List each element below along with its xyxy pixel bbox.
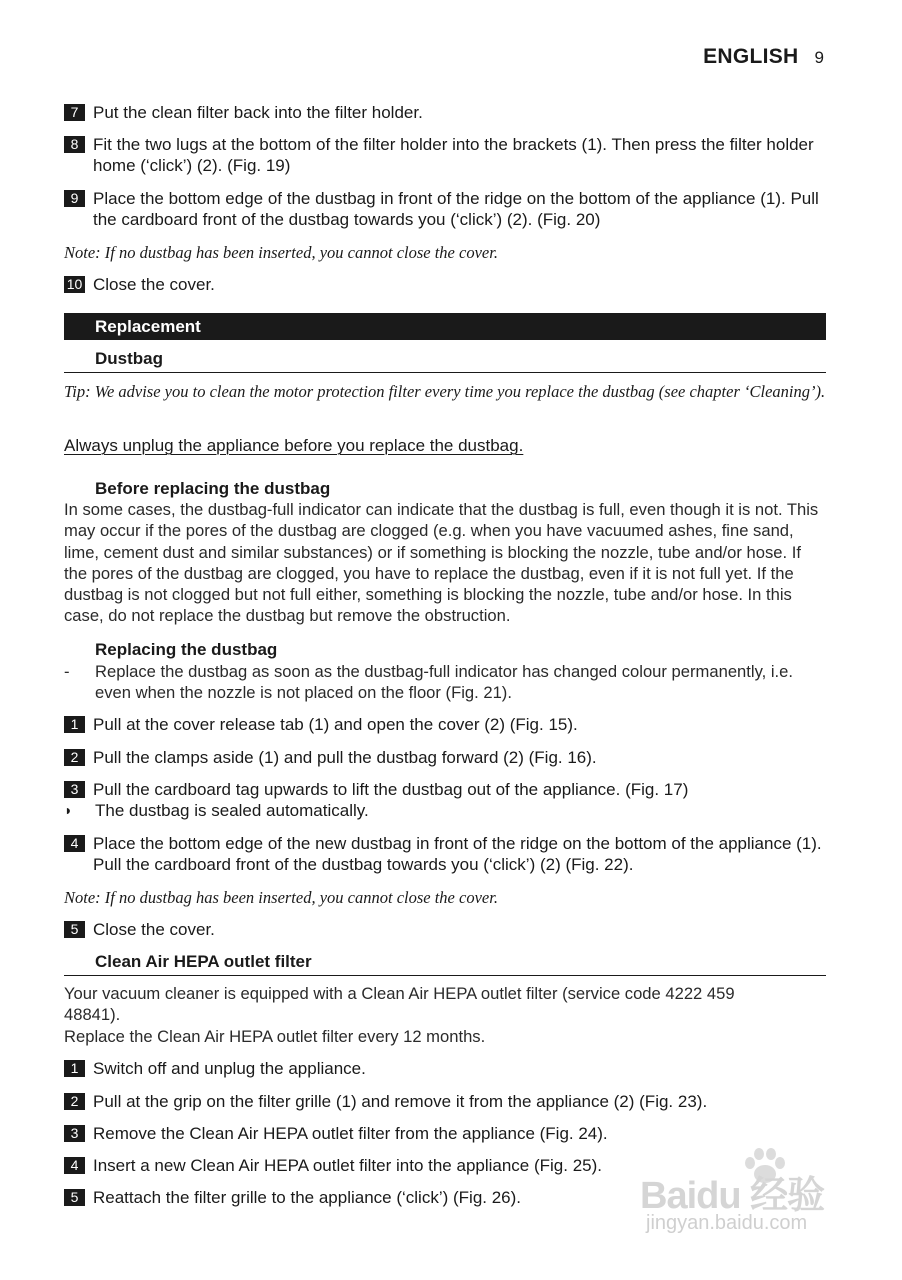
replace-step-5 <box>64 919 826 940</box>
step-text: Close the cover. <box>93 920 215 939</box>
page-header <box>703 45 824 69</box>
step-text: Fit the two lugs at the bottom of the filter holder into the brackets (1). Then press the filter holder home (‘click’) (2). (Fig. 19) <box>93 135 814 175</box>
step-number: 8 <box>64 136 85 153</box>
step-text: Insert a new Clean Air HEPA outlet filter into the appliance (Fig. 25). <box>93 1156 603 1175</box>
note-no-dustbag: Note: If no dustbag has been inserted, you cannot close the cover. <box>64 243 498 262</box>
watermark-url: jingyan.baidu.com <box>646 1212 808 1234</box>
step-text: Reattach the filter grille to the appliance (‘click’) (Fig. 26). <box>93 1188 522 1207</box>
bullet-text: Replace the dustbag as soon as the dustbag-full indicator has changed colour permanently, i.e. even when the nozzle is not placed on the floor (Fig. 21). <box>95 662 793 703</box>
before-replacing-paragraph: In some cases, the dustbag-full indicator can indicate that the dustbag is full, even though it is not. This may occur if the pores of the dustbag are clogged (e.g. when you have vacuumed ashes, fine sand, lime, cement dust and similar substances) or if something is blocking the nozzle, tube and/or hose. If the pores of the dustbag are clogged, you have to replace the dustbag, even if it is not full yet. If the dustbag is not clogged but not full either, something is blocking the nozzle, tube and/or hose. In this case, do not replace the dustbag but remove the obstruction. <box>64 500 819 626</box>
step-number: 3 <box>64 1125 85 1142</box>
step-7 <box>64 102 826 123</box>
result-arrow-icon: ◗ <box>64 802 73 818</box>
step-8 <box>64 134 826 176</box>
step-text: Remove the Clean Air HEPA outlet filter from the appliance (Fig. 24). <box>93 1124 608 1143</box>
subsection-title-hepa: Clean Air HEPA outlet filter <box>64 951 826 976</box>
step-text: Pull at the grip on the filter grille (1) and remove it from the appliance (2) (Fig. 23). <box>93 1092 708 1111</box>
warning-text: Always unplug the appliance before you replace the dustbag. <box>64 436 524 455</box>
step-text: Close the cover. <box>93 275 215 294</box>
step-text: Place the bottom edge of the new dustbag in front of the ridge on the bottom of the appliance (1). Pull the cardboard front of the dustbag towards you (‘click’) (2) (Fig. 22). <box>93 834 822 874</box>
heading-before-replacing: Before replacing the dustbag <box>95 479 331 498</box>
step-text: Place the bottom edge of the dustbag in front of the ridge on the bottom of the appliance (1). Pull the cardboard front of the dustbag towards you (‘click’) (2). (Fig. 20) <box>93 189 819 229</box>
step-10 <box>64 274 826 295</box>
replace-step-1 <box>64 714 826 735</box>
heading-replacing-dustbag: Replacing the dustbag <box>95 640 278 659</box>
step-number: 1 <box>64 1060 85 1077</box>
step-number: 5 <box>64 921 85 938</box>
result-text: The dustbag is sealed automatically. <box>95 801 369 820</box>
step-number: 9 <box>64 190 85 207</box>
step-number: 2 <box>64 749 85 766</box>
hepa-intro: Your vacuum cleaner is equipped with a Clean Air HEPA outlet filter (service code 4222 459 48841). <box>64 984 735 1025</box>
hepa-step-2 <box>64 1091 826 1112</box>
step-text: Put the clean filter back into the filter holder. <box>93 103 423 122</box>
replace-step-3 <box>64 779 826 800</box>
hepa-step-1 <box>64 1058 826 1079</box>
step-text: Pull at the cover release tab (1) and open the cover (2) (Fig. 15). <box>93 715 578 734</box>
step-number: 2 <box>64 1093 85 1110</box>
bullet-replace-indicator <box>64 661 826 704</box>
step-number: 5 <box>64 1189 85 1206</box>
step-text: Pull the cardboard tag upwards to lift the dustbag out of the appliance. (Fig. 17) <box>93 780 689 799</box>
step-number: 3 <box>64 781 85 798</box>
step-number: 1 <box>64 716 85 733</box>
baidu-watermark <box>640 1150 850 1250</box>
step-number: 4 <box>64 835 85 852</box>
bullet-dash: - <box>64 662 70 681</box>
hepa-intro-2: Replace the Clean Air HEPA outlet filter every 12 months. <box>64 1027 486 1046</box>
step-text: Switch off and unplug the appliance. <box>93 1059 366 1078</box>
watermark-main: Baidu 经验 <box>640 1175 825 1217</box>
step-number: 4 <box>64 1157 85 1174</box>
hepa-step-3 <box>64 1123 826 1144</box>
step-number: 7 <box>64 104 85 121</box>
warning-unplug <box>64 435 826 456</box>
page-number: 9 <box>814 48 824 67</box>
note-no-dustbag-2: Note: If no dustbag has been inserted, you cannot close the cover. <box>64 888 498 907</box>
language-label: ENGLISH <box>703 45 799 68</box>
result-sealed <box>64 800 826 821</box>
subsection-title-dustbag: Dustbag <box>64 348 826 373</box>
replace-step-2 <box>64 747 826 768</box>
step-text: Pull the clamps aside (1) and pull the dustbag forward (2) (Fig. 16). <box>93 748 597 767</box>
step-number: 10 <box>64 276 85 293</box>
tip-text: Tip: We advise you to clean the motor protection filter every time you replace the dustbag (see chapter ‘Cleaning’). <box>64 382 826 401</box>
replace-step-4 <box>64 833 826 875</box>
step-9 <box>64 188 826 230</box>
section-title-replacement: Replacement <box>64 313 826 340</box>
